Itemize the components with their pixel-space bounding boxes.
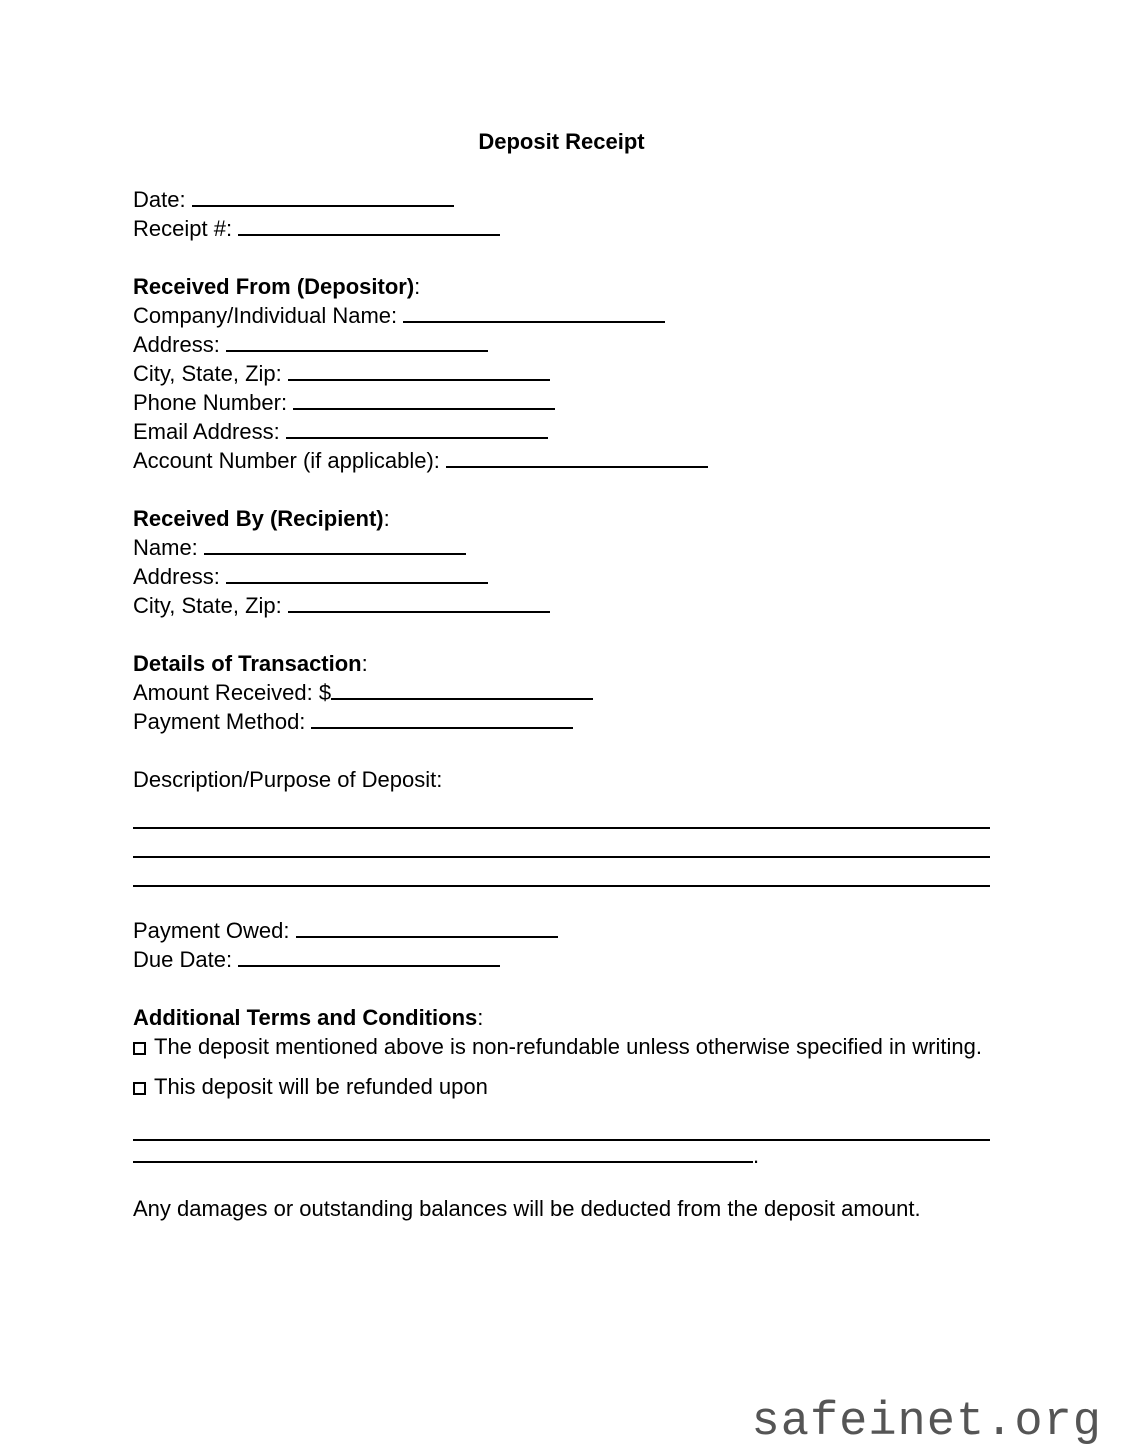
receipt-number-label: Receipt #:: [133, 216, 233, 241]
recipient-city-state-zip-row: [133, 591, 990, 620]
payment-method-row: [133, 707, 990, 736]
damages-note: [133, 1194, 990, 1223]
phone-number-blank-field[interactable]: [293, 388, 555, 410]
term-item-refund-condition: [133, 1072, 990, 1106]
depositor-address-label: Address:: [133, 332, 220, 357]
currency-symbol: $: [318, 680, 332, 705]
description-label: Description/Purpose of Deposit:: [133, 767, 443, 792]
depositor-address-blank-field[interactable]: [226, 330, 488, 352]
refund-condition-blank-line-2[interactable]: [133, 1141, 753, 1163]
description-blank-line-2[interactable]: [133, 829, 990, 858]
company-name-row: [133, 301, 990, 330]
transaction-heading-text: Details of Transaction: [133, 651, 362, 676]
terms-heading-text: Additional Terms and Conditions: [133, 1005, 478, 1030]
payment-owed-row: [133, 916, 990, 945]
email-address-blank-field[interactable]: [286, 417, 548, 439]
non-refundable-checkbox[interactable]: [133, 1042, 146, 1055]
payment-owed-blank-field[interactable]: [296, 916, 558, 938]
document-content: [133, 0, 990, 1223]
amount-received-row: [133, 678, 990, 707]
recipient-name-row: [133, 533, 990, 562]
description-blank-line-1[interactable]: [133, 800, 990, 829]
due-date-blank-field[interactable]: [238, 945, 500, 967]
heading-colon: :: [361, 651, 368, 676]
page-title: Deposit Receipt: [478, 129, 645, 154]
phone-number-label: Phone Number:: [133, 390, 288, 415]
damages-note-text: Any damages or outstanding balances will be deducted from the deposit amount.: [133, 1196, 921, 1221]
heading-colon: :: [414, 274, 421, 299]
refund-condition-write-in-area: [133, 1112, 990, 1170]
recipient-name-blank-field[interactable]: [204, 533, 466, 555]
depositor-address-row: [133, 330, 990, 359]
recipient-city-state-zip-label: City, State, Zip:: [133, 593, 282, 618]
refund-condition-blank-line-1[interactable]: [133, 1112, 990, 1141]
date-label: Date:: [133, 187, 186, 212]
date-row: [133, 185, 990, 214]
received-from-heading: [133, 272, 990, 301]
recipient-address-row: [133, 562, 990, 591]
description-blank-line-3[interactable]: [133, 858, 990, 887]
due-date-label: Due Date:: [133, 947, 233, 972]
closing-period: .: [753, 1143, 760, 1168]
receipt-number-blank-field[interactable]: [238, 214, 500, 236]
email-address-row: [133, 417, 990, 446]
heading-colon: :: [383, 506, 390, 531]
term-item-non-refundable: [133, 1032, 990, 1066]
company-name-label: Company/Individual Name:: [133, 303, 398, 328]
recipient-address-label: Address:: [133, 564, 220, 589]
terms-heading: [133, 1003, 990, 1032]
email-address-label: Email Address:: [133, 419, 280, 444]
refund-condition-checkbox[interactable]: [133, 1082, 146, 1095]
heading-colon: :: [477, 1005, 484, 1030]
refund-condition-text: This deposit will be refunded upon: [154, 1074, 488, 1099]
description-label-row: [133, 765, 990, 794]
account-number-blank-field[interactable]: [446, 446, 708, 468]
payment-method-label: Payment Method:: [133, 709, 306, 734]
due-date-row: [133, 945, 990, 974]
transaction-heading: [133, 649, 990, 678]
depositor-city-state-zip-row: [133, 359, 990, 388]
received-from-heading-text: Received From (Depositor): [133, 274, 415, 299]
account-number-label: Account Number (if applicable):: [133, 448, 440, 473]
recipient-address-blank-field[interactable]: [226, 562, 488, 584]
receipt-number-row: [133, 214, 990, 243]
recipient-name-label: Name:: [133, 535, 198, 560]
refund-condition-blank-line-2-row: [133, 1141, 990, 1170]
received-by-heading-text: Received By (Recipient): [133, 506, 384, 531]
recipient-city-state-zip-blank-field[interactable]: [288, 591, 550, 613]
amount-received-blank-field[interactable]: [331, 678, 593, 700]
depositor-city-state-zip-label: City, State, Zip:: [133, 361, 282, 386]
account-number-row: [133, 446, 990, 475]
description-write-in-area: [133, 800, 990, 887]
date-blank-field[interactable]: [192, 185, 454, 207]
received-by-heading: [133, 504, 990, 533]
payment-owed-label: Payment Owed:: [133, 918, 290, 943]
watermark: safeinet.org: [751, 1396, 1102, 1449]
phone-number-row: [133, 388, 990, 417]
company-name-blank-field[interactable]: [403, 301, 665, 323]
non-refundable-text: The deposit mentioned above is non-refundable unless otherwise specified in writing.: [154, 1034, 982, 1059]
depositor-city-state-zip-blank-field[interactable]: [288, 359, 550, 381]
payment-method-blank-field[interactable]: [311, 707, 573, 729]
amount-received-label: Amount Received:: [133, 680, 313, 705]
